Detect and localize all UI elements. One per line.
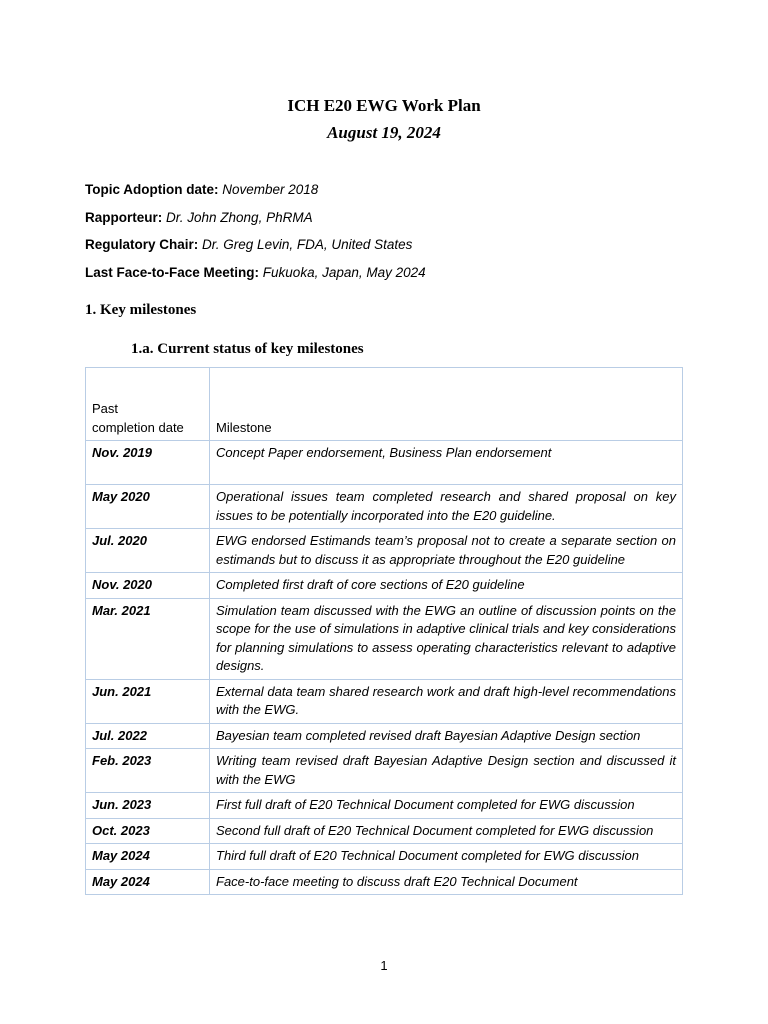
table-header-row (86, 368, 683, 441)
table-row (86, 844, 683, 870)
table-row (86, 529, 683, 573)
cell-date: Oct. 2023 (86, 818, 210, 844)
cell-milestone: Operational issues team completed research and shared proposal on key issues to be potentially incorporated into the E20 guideline. (210, 485, 683, 529)
cell-milestone: Concept Paper endorsement, Business Plan endorsement (210, 441, 683, 485)
cell-date: Jul. 2020 (86, 529, 210, 573)
cell-milestone: Simulation team discussed with the EWG an outline of discussion points on the scope for the use of simulations in adaptive clinical trials and key considerations for planning simulations to assess operating characteristics relevant to adaptive designs. (210, 598, 683, 679)
milestones-table (85, 367, 683, 895)
page-number: 1 (380, 958, 388, 973)
cell-date: Jun. 2023 (86, 793, 210, 819)
cell-milestone: Bayesian team completed revised draft Bayesian Adaptive Design section (210, 723, 683, 749)
meta-label: Rapporteur: (85, 210, 163, 225)
meta-label: Topic Adoption date: (85, 182, 219, 197)
header-line: completion date (92, 419, 184, 435)
cell-date: Nov. 2020 (86, 573, 210, 599)
meta-value: Fukuoka, Japan, May 2024 (262, 265, 426, 280)
section-heading-key-milestones: 1. Key milestones (85, 302, 197, 318)
meta-last-meeting (85, 264, 426, 282)
cell-date: May 2024 (86, 869, 210, 895)
table-row (86, 573, 683, 599)
cell-date: Feb. 2023 (86, 749, 210, 793)
table-row (86, 818, 683, 844)
cell-milestone: First full draft of E20 Technical Document completed for EWG discussion (210, 793, 683, 819)
document-date: August 19, 2024 (327, 123, 441, 142)
table-row (86, 793, 683, 819)
header-milestone: Milestone (210, 368, 683, 441)
meta-rapporteur (85, 209, 313, 227)
cell-date: May 2020 (86, 485, 210, 529)
meta-value: Dr. John Zhong, PhRMA (166, 210, 313, 225)
table-row (86, 485, 683, 529)
cell-milestone: EWG endorsed Estimands team’s proposal not to create a separate section on estimands but to discuss it as appropriate throughout the E20 guideline (210, 529, 683, 573)
cell-date: Jun. 2021 (86, 679, 210, 723)
cell-milestone: Second full draft of E20 Technical Document completed for EWG discussion (210, 818, 683, 844)
table-row (86, 869, 683, 895)
cell-milestone: Third full draft of E20 Technical Document completed for EWG discussion (210, 844, 683, 870)
cell-milestone: Writing team revised draft Bayesian Adaptive Design section and discussed it with the EWG (210, 749, 683, 793)
meta-topic-adoption (85, 181, 318, 199)
meta-label: Last Face-to-Face Meeting: (85, 265, 260, 280)
cell-date: Jul. 2022 (86, 723, 210, 749)
table-row (86, 679, 683, 723)
cell-milestone: Face-to-face meeting to discuss draft E20 Technical Document (210, 869, 683, 895)
cell-milestone: External data team shared research work and draft high-level recommendations with the EWG. (210, 679, 683, 723)
meta-label: Regulatory Chair: (85, 237, 199, 252)
cell-date: Nov. 2019 (86, 441, 210, 485)
meta-regulatory-chair (85, 236, 412, 254)
header-line: Past (92, 401, 119, 416)
table-row (86, 598, 683, 679)
cell-date: Mar. 2021 (86, 598, 210, 679)
subsection-heading-current-status: 1.a. Current status of key milestones (131, 341, 364, 357)
meta-value: November 2018 (222, 182, 319, 197)
table-row (86, 441, 683, 485)
cell-milestone: Completed first draft of core sections of E20 guideline (210, 573, 683, 599)
meta-value: Dr. Greg Levin, FDA, United States (202, 237, 413, 252)
header-completion-date (86, 368, 210, 441)
table-row (86, 723, 683, 749)
document-title: ICH E20 EWG Work Plan (287, 96, 481, 115)
cell-date: May 2024 (86, 844, 210, 870)
table-row (86, 749, 683, 793)
